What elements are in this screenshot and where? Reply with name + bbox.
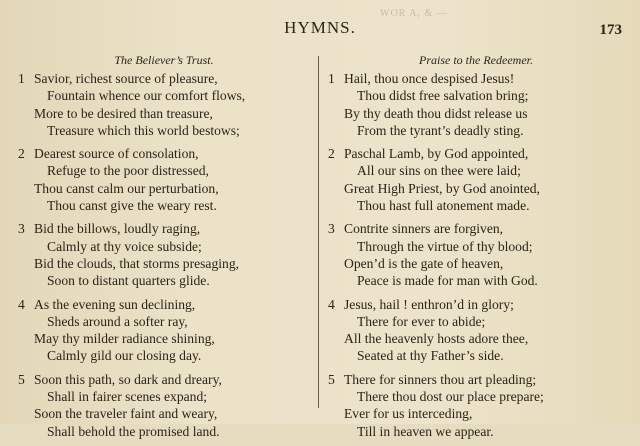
verse-line xyxy=(16,423,312,440)
verse-line xyxy=(16,238,312,255)
verse-line xyxy=(326,255,626,272)
verse-line xyxy=(16,162,312,179)
stanza-number: 3 xyxy=(328,221,335,237)
verse-line xyxy=(16,255,312,272)
line-text: Soon the traveler faint and weary, xyxy=(34,406,218,422)
verse-line xyxy=(16,296,312,313)
line-text: Calmly gild our closing day. xyxy=(47,348,202,364)
stanza-number: 3 xyxy=(18,221,25,237)
line-text: Paschal Lamb, by God appointed, xyxy=(344,146,529,162)
stanza-number: 4 xyxy=(18,296,25,312)
verse-line xyxy=(16,105,312,122)
verse-line xyxy=(326,220,626,237)
verse-line xyxy=(326,122,626,139)
line-text: By thy death thou didst release us xyxy=(344,105,528,121)
line-text: Bid the clouds, that storms presaging, xyxy=(34,255,240,271)
stanza xyxy=(16,220,312,289)
stanza-list xyxy=(326,70,626,440)
line-text: There thou dost our place prepare; xyxy=(357,389,544,405)
verse-line xyxy=(16,197,312,214)
verse-line xyxy=(16,330,312,347)
stanza-number: 5 xyxy=(328,371,335,387)
stanza xyxy=(326,371,626,440)
verse-line xyxy=(16,122,312,139)
column-divider xyxy=(318,56,319,408)
line-text: Refuge to the poor distressed, xyxy=(47,163,209,179)
verse-line xyxy=(326,371,626,388)
verse-line xyxy=(326,388,626,405)
line-text: There for sinners thou art pleading; xyxy=(344,371,537,387)
hymn-title: Praise to the Redeemer. xyxy=(419,53,533,67)
verse-line xyxy=(326,330,626,347)
stanza-number: 5 xyxy=(18,371,25,387)
verse-line xyxy=(16,371,312,388)
line-text: Thou canst give the weary rest. xyxy=(47,198,217,214)
stanza-number: 1 xyxy=(328,71,335,86)
stanza xyxy=(16,371,312,440)
stanza xyxy=(16,70,312,139)
line-text: From the tyrant’s deadly sting. xyxy=(357,122,524,138)
line-text: Shall in fairer scenes expand; xyxy=(47,389,208,405)
line-text: Peace is made for man with God. xyxy=(357,273,538,289)
verse-line xyxy=(326,405,626,422)
verse-line xyxy=(326,296,626,313)
verse-line xyxy=(16,347,312,364)
line-text: More to be desired than treasure, xyxy=(34,105,213,121)
verse-line xyxy=(326,145,626,162)
line-text: Dearest source of consolation, xyxy=(34,146,199,162)
line-text: All our sins on thee were laid; xyxy=(357,163,521,179)
stanza-number: 1 xyxy=(18,71,25,86)
line-text: Thou hast full atonement made. xyxy=(357,198,530,214)
line-text: Calmly at thy voice subside; xyxy=(47,238,202,254)
line-text: Seated at thy Father’s side. xyxy=(357,348,504,364)
line-text: Contrite sinners are forgiven, xyxy=(344,221,504,237)
verse-line xyxy=(326,272,626,289)
hymn-right xyxy=(326,50,626,446)
line-text: All the heavenly hosts adore thee, xyxy=(344,331,529,347)
stanza xyxy=(326,70,626,139)
hymn-left xyxy=(16,50,312,446)
verse-line xyxy=(16,272,312,289)
verse-line xyxy=(16,388,312,405)
stanza xyxy=(326,296,626,365)
line-text: Open’d is the gate of heaven, xyxy=(344,255,504,271)
line-text: Jesus, hail ! enthron’d in glory; xyxy=(344,296,514,312)
stanza xyxy=(16,145,312,214)
bleed-through-text: WOR A, & — xyxy=(380,8,448,19)
verse-line xyxy=(16,145,312,162)
line-text: There for ever to abide; xyxy=(357,313,486,329)
verse-line xyxy=(326,197,626,214)
verse-line xyxy=(326,423,626,440)
line-text: Bid the billows, loudly raging, xyxy=(34,221,201,237)
line-text: Till in heaven we appear. xyxy=(357,423,494,439)
line-text: As the evening sun declining, xyxy=(34,296,196,312)
stanza xyxy=(326,220,626,289)
verse-line xyxy=(326,162,626,179)
verse-line xyxy=(326,313,626,330)
verse-line xyxy=(326,180,626,197)
line-text: Fountain whence our comfort flows, xyxy=(47,88,246,104)
line-text: Hail, thou once despised Jesus! xyxy=(344,71,515,86)
stanza-number: 2 xyxy=(328,146,335,162)
line-text: Treasure which this world bestows; xyxy=(47,122,240,138)
verse-line xyxy=(16,220,312,237)
line-text: Shall behold the promised land. xyxy=(47,423,220,439)
line-text: May thy milder radiance shining, xyxy=(34,331,215,347)
stanza xyxy=(326,145,626,214)
verse-line xyxy=(326,238,626,255)
stanza-number: 4 xyxy=(328,296,335,312)
line-text: Soon to distant quarters glide. xyxy=(47,273,210,289)
line-text: Thou canst calm our perturbation, xyxy=(34,180,219,196)
line-text: Thou didst free salvation bring; xyxy=(357,88,529,104)
verse-line xyxy=(16,180,312,197)
stanza-number: 2 xyxy=(18,146,25,162)
verse-line xyxy=(326,347,626,364)
verse-line xyxy=(16,313,312,330)
line-text: Savior, richest source of pleasure, xyxy=(34,71,218,86)
verse-line xyxy=(16,405,312,422)
hymn-title: The Believer’s Trust. xyxy=(114,53,214,67)
line-text: Great High Priest, by God anointed, xyxy=(344,180,540,196)
stanza-list xyxy=(16,70,312,440)
verse-line xyxy=(326,105,626,122)
verse-line xyxy=(326,70,626,87)
verse-line xyxy=(16,87,312,104)
page-number: 173 xyxy=(599,22,622,38)
verse-line xyxy=(326,87,626,104)
line-text: Soon this path, so dark and dreary, xyxy=(34,371,222,387)
line-text: Through the virtue of thy blood; xyxy=(357,238,533,254)
stanza xyxy=(16,296,312,365)
line-text: Sheds around a softer ray, xyxy=(47,313,188,329)
verse-line xyxy=(16,70,312,87)
line-text: Ever for us interceding, xyxy=(344,406,473,422)
running-head: HYMNS. xyxy=(284,18,356,37)
